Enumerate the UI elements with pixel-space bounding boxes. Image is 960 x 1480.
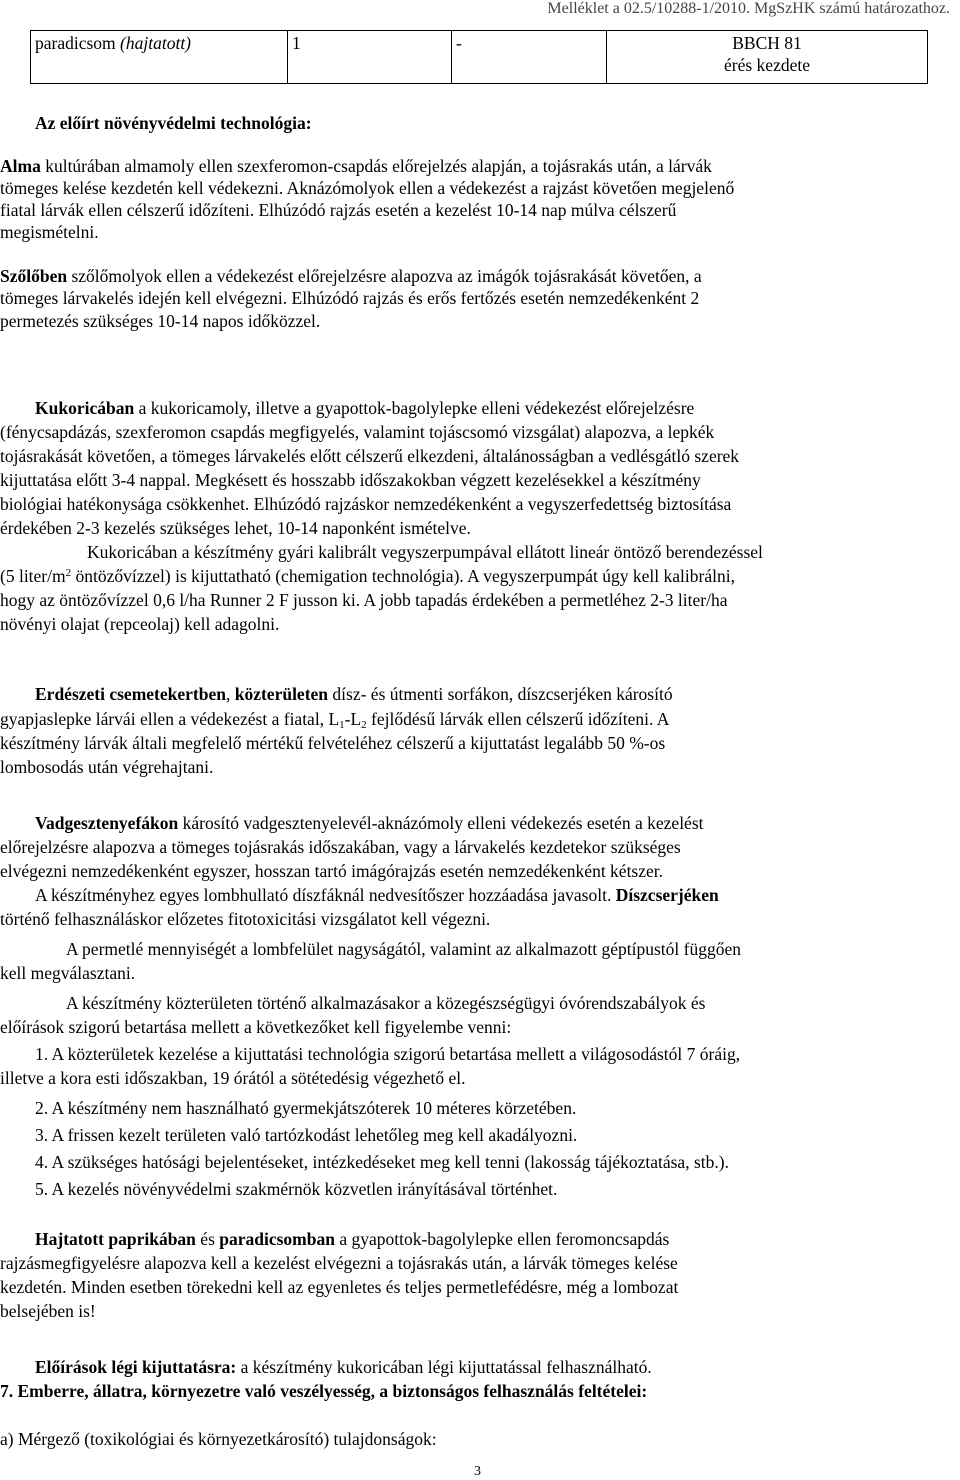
text-line: rajzásmegfigyelésre alapozva kell a kezelést elvégezni a tojásrakás után, a lárvák tömeges kelése bbox=[0, 1253, 678, 1273]
superscript: 2 bbox=[65, 567, 72, 579]
crop-cell bbox=[31, 31, 288, 84]
section-7-title bbox=[0, 1380, 647, 1402]
text-line: fiatal lárvák ellen célszerű időzíteni. Elhúzódó rajzás esetén a kezelést 10-14 nap múlva célszerű bbox=[0, 200, 677, 220]
text-line bbox=[0, 1228, 960, 1250]
text-line bbox=[35, 884, 960, 906]
text-span: fejlődésű lárvák ellen célszerű időzíteni. A bbox=[366, 709, 670, 729]
text-line: megismételni. bbox=[0, 222, 99, 242]
text-line: készítmény lárvák általi megfelelő mértékű felvételéhez célszerű a kijuttatást legalább 50 %-os bbox=[0, 733, 666, 753]
text-line: kell megválasztani. bbox=[0, 963, 136, 983]
stage-cell bbox=[607, 31, 928, 84]
bold-lead: közterületen bbox=[234, 684, 329, 704]
text-span: a gyapottok-bagolylepke ellen feromoncsapdás bbox=[334, 1229, 670, 1249]
text-span: a készítmény kukoricában légi kijuttatással felhasználható. bbox=[236, 1357, 652, 1377]
text-line: belsejében is! bbox=[0, 1301, 96, 1321]
header-note: Melléklet a 02.5/10288-1/2010. MgSzHK számú határozathoz. bbox=[547, 0, 950, 17]
crop-table bbox=[30, 30, 928, 84]
text-span: a kukoricamoly, illetve a gyapottok-bagolylepke elleni védekezést előrejelzésre bbox=[134, 398, 695, 418]
bold-lead: Alma bbox=[0, 156, 41, 176]
text-line: kijuttatása előtt 3-4 nappal. Megkésett és hosszabb időszakokban végzett kezelésekkel a készítmény bbox=[0, 470, 701, 490]
bold-lead: Előírások légi kijuttatásra: bbox=[35, 1357, 237, 1377]
bold-lead: Szőlőben bbox=[0, 266, 68, 286]
bold-lead: Erdészeti csemetekertben bbox=[35, 684, 226, 704]
list-item: 3. A frissen kezelt területen való tartózkodást lehetőleg meg kell akadályozni. bbox=[35, 1125, 578, 1145]
text-line bbox=[0, 565, 960, 587]
bold-lead: Kukoricában bbox=[35, 398, 135, 418]
text-span: , bbox=[225, 684, 235, 704]
subsection-a: a) Mérgező (toxikológiai és környezetkárosító) tulajdonságok: bbox=[0, 1429, 437, 1449]
text-line: tömeges kelése kezdetén kell védekezni. Aknázómolyok ellen a védekezést a rajzást követően megjelenő bbox=[0, 178, 735, 198]
text-span: károsító vadgesztenyelevél-aknázómoly elleni védekezés esetén a kezelést bbox=[178, 813, 704, 833]
subscript: 2 bbox=[361, 719, 367, 731]
text-line: A permetlé mennyiségét a lombfelület nagyságától, valamint az alkalmazott géptípustól függően bbox=[66, 939, 742, 959]
text-line bbox=[0, 155, 960, 177]
list-item: 2. A készítmény nem használható gyermekjátszóterek 10 méteres körzetében. bbox=[35, 1098, 577, 1118]
list-item: illetve a kora esti időszakban, 19 órától a sötétedésig végezhető el. bbox=[0, 1068, 466, 1088]
text-line: biológiai hatékonysága csökkenhet. Elhúzódó rajzáskor nemzedékenként a vegyszerfedettség biztosítása bbox=[0, 494, 732, 514]
crop-name: paradicsom bbox=[35, 33, 116, 53]
text-span: dísz- és útmenti sorfákon, díszcserjéken károsító bbox=[328, 684, 673, 704]
text-line: lombosodás után végrehajtani. bbox=[0, 757, 214, 777]
stage-code: BBCH 81 bbox=[732, 33, 802, 53]
page-number: 3 bbox=[474, 1464, 481, 1479]
text-line: előrejelzésre alapozva a tömeges tojásrakás időszakában, vagy a lárvakelés kezdetekor szükséges bbox=[0, 837, 681, 857]
text-line: kezdetén. Minden esetben törekedni kell az egyenletes és teljes permetlefédésre, még a lombozat bbox=[0, 1277, 679, 1297]
text-line: (fénycsapdázás, szexferomon csapdás megfigyelés, valamint tojáscsomó vizsgálat) alapozva, a lepkék bbox=[0, 422, 715, 442]
text-span: szőlőmolyok ellen a védekezést előrejelzésre alapozva az imágók tojásrakását követően, a bbox=[67, 266, 702, 286]
text-line: tojásrakását követően, a tömeges lárvakelés előtt célszerű elkezdeni, általánosságban a vedlésgátló szerek bbox=[0, 446, 740, 466]
text-line: permetezés szükséges 10-14 napos időközzel. bbox=[0, 311, 321, 331]
text-line: hogy az öntözővízzel 0,6 l/ha Runner 2 F jusson ki. A jobb tapadás érdekében a permetléhez 2-3 liter/ha bbox=[0, 590, 728, 610]
bold-lead: Díszcserjéken bbox=[615, 885, 719, 905]
subscript: 1 bbox=[339, 719, 345, 731]
bold-lead: Vadgesztenyefákon bbox=[35, 813, 179, 833]
text-line: érdekében 2-3 kezelés szükséges lehet, 10-14 naponként ismételve. bbox=[0, 518, 471, 538]
technology-heading: Az előírt növényvédelmi technológia: bbox=[35, 113, 312, 133]
text-span: -L bbox=[344, 709, 362, 729]
text-span: öntözővízzel) is kijuttatható (chemigation technológia). A vegyszerpumpát úgy kell kalibrálni, bbox=[71, 566, 735, 586]
list-item: 4. A szükséges hatósági bejelentéseket, intézkedéseket meg kell tenni (lakosság tájékoztatása, stb.). bbox=[35, 1152, 729, 1172]
text-span: kultúrában almamoly ellen szexferomon-csapdás előrejelzés alapján, a tojásrakás után, a lárvák bbox=[40, 156, 712, 176]
text-line: Kukoricában a készítmény gyári kalibrált vegyszerpumpával ellátott lineár öntöző berendezéssel bbox=[87, 542, 763, 562]
bold-lead: paradicsomban bbox=[219, 1229, 335, 1249]
text-line: elvégezni nemzedékenként egyszer, hosszan tartó imágórajzás esetén nemzedékenként kétszer. bbox=[0, 861, 664, 881]
text-span: A készítményhez egyes lombhullató díszfáknál nedvesítőszer hozzáadása javasolt. bbox=[35, 885, 616, 905]
bold-lead: Hajtatott paprikában bbox=[35, 1229, 196, 1249]
text-line: történő felhasználáskor előzetes fitotoxicitási vizsgálatot kell végezni. bbox=[0, 909, 491, 929]
crop-note: (hajtatott) bbox=[120, 33, 192, 53]
dash-cell: - bbox=[452, 31, 607, 84]
stage-desc: érés kezdete bbox=[724, 55, 810, 75]
table-row bbox=[31, 31, 928, 84]
text-line: tömeges lárvakelés idején kell elvégezni. Elhúzódó rajzás és erős fertőzés esetén nemzedékenként 2 bbox=[0, 288, 700, 308]
section-title-text: 7. Emberre, állatra, környezetre való veszélyesség, a biztonságos felhasználás feltételei: bbox=[0, 1381, 648, 1401]
text-line bbox=[0, 265, 960, 287]
text-line: előírások szigorú betartása mellett a következőket kell figyelembe venni: bbox=[0, 1017, 512, 1037]
text-line bbox=[0, 812, 960, 834]
list-item: 1. A közterületek kezelése a kijuttatási technológia szigorú betartása mellett a világosodástól 7 óráig, bbox=[35, 1044, 741, 1064]
text-span: gyapjaslepke lárvái ellen a védekezést a fiatal, L bbox=[0, 709, 340, 729]
text-line: A készítmény közterületen történő alkalmazásakor a közegészségügyi óvórendszabályok és bbox=[66, 993, 706, 1013]
text-span: (5 liter/m bbox=[0, 566, 66, 586]
number-cell: 1 bbox=[288, 31, 452, 84]
aerial-application bbox=[35, 1356, 960, 1378]
text-span: és bbox=[195, 1229, 220, 1249]
list-item: 5. A kezelés növényvédelmi szakmérnök közvetlen irányításával történhet. bbox=[35, 1179, 558, 1199]
text-line bbox=[0, 683, 960, 705]
text-line: növényi olajat (repceolaj) kell adagolni. bbox=[0, 614, 280, 634]
text-line bbox=[0, 708, 960, 730]
text-line bbox=[0, 397, 960, 419]
